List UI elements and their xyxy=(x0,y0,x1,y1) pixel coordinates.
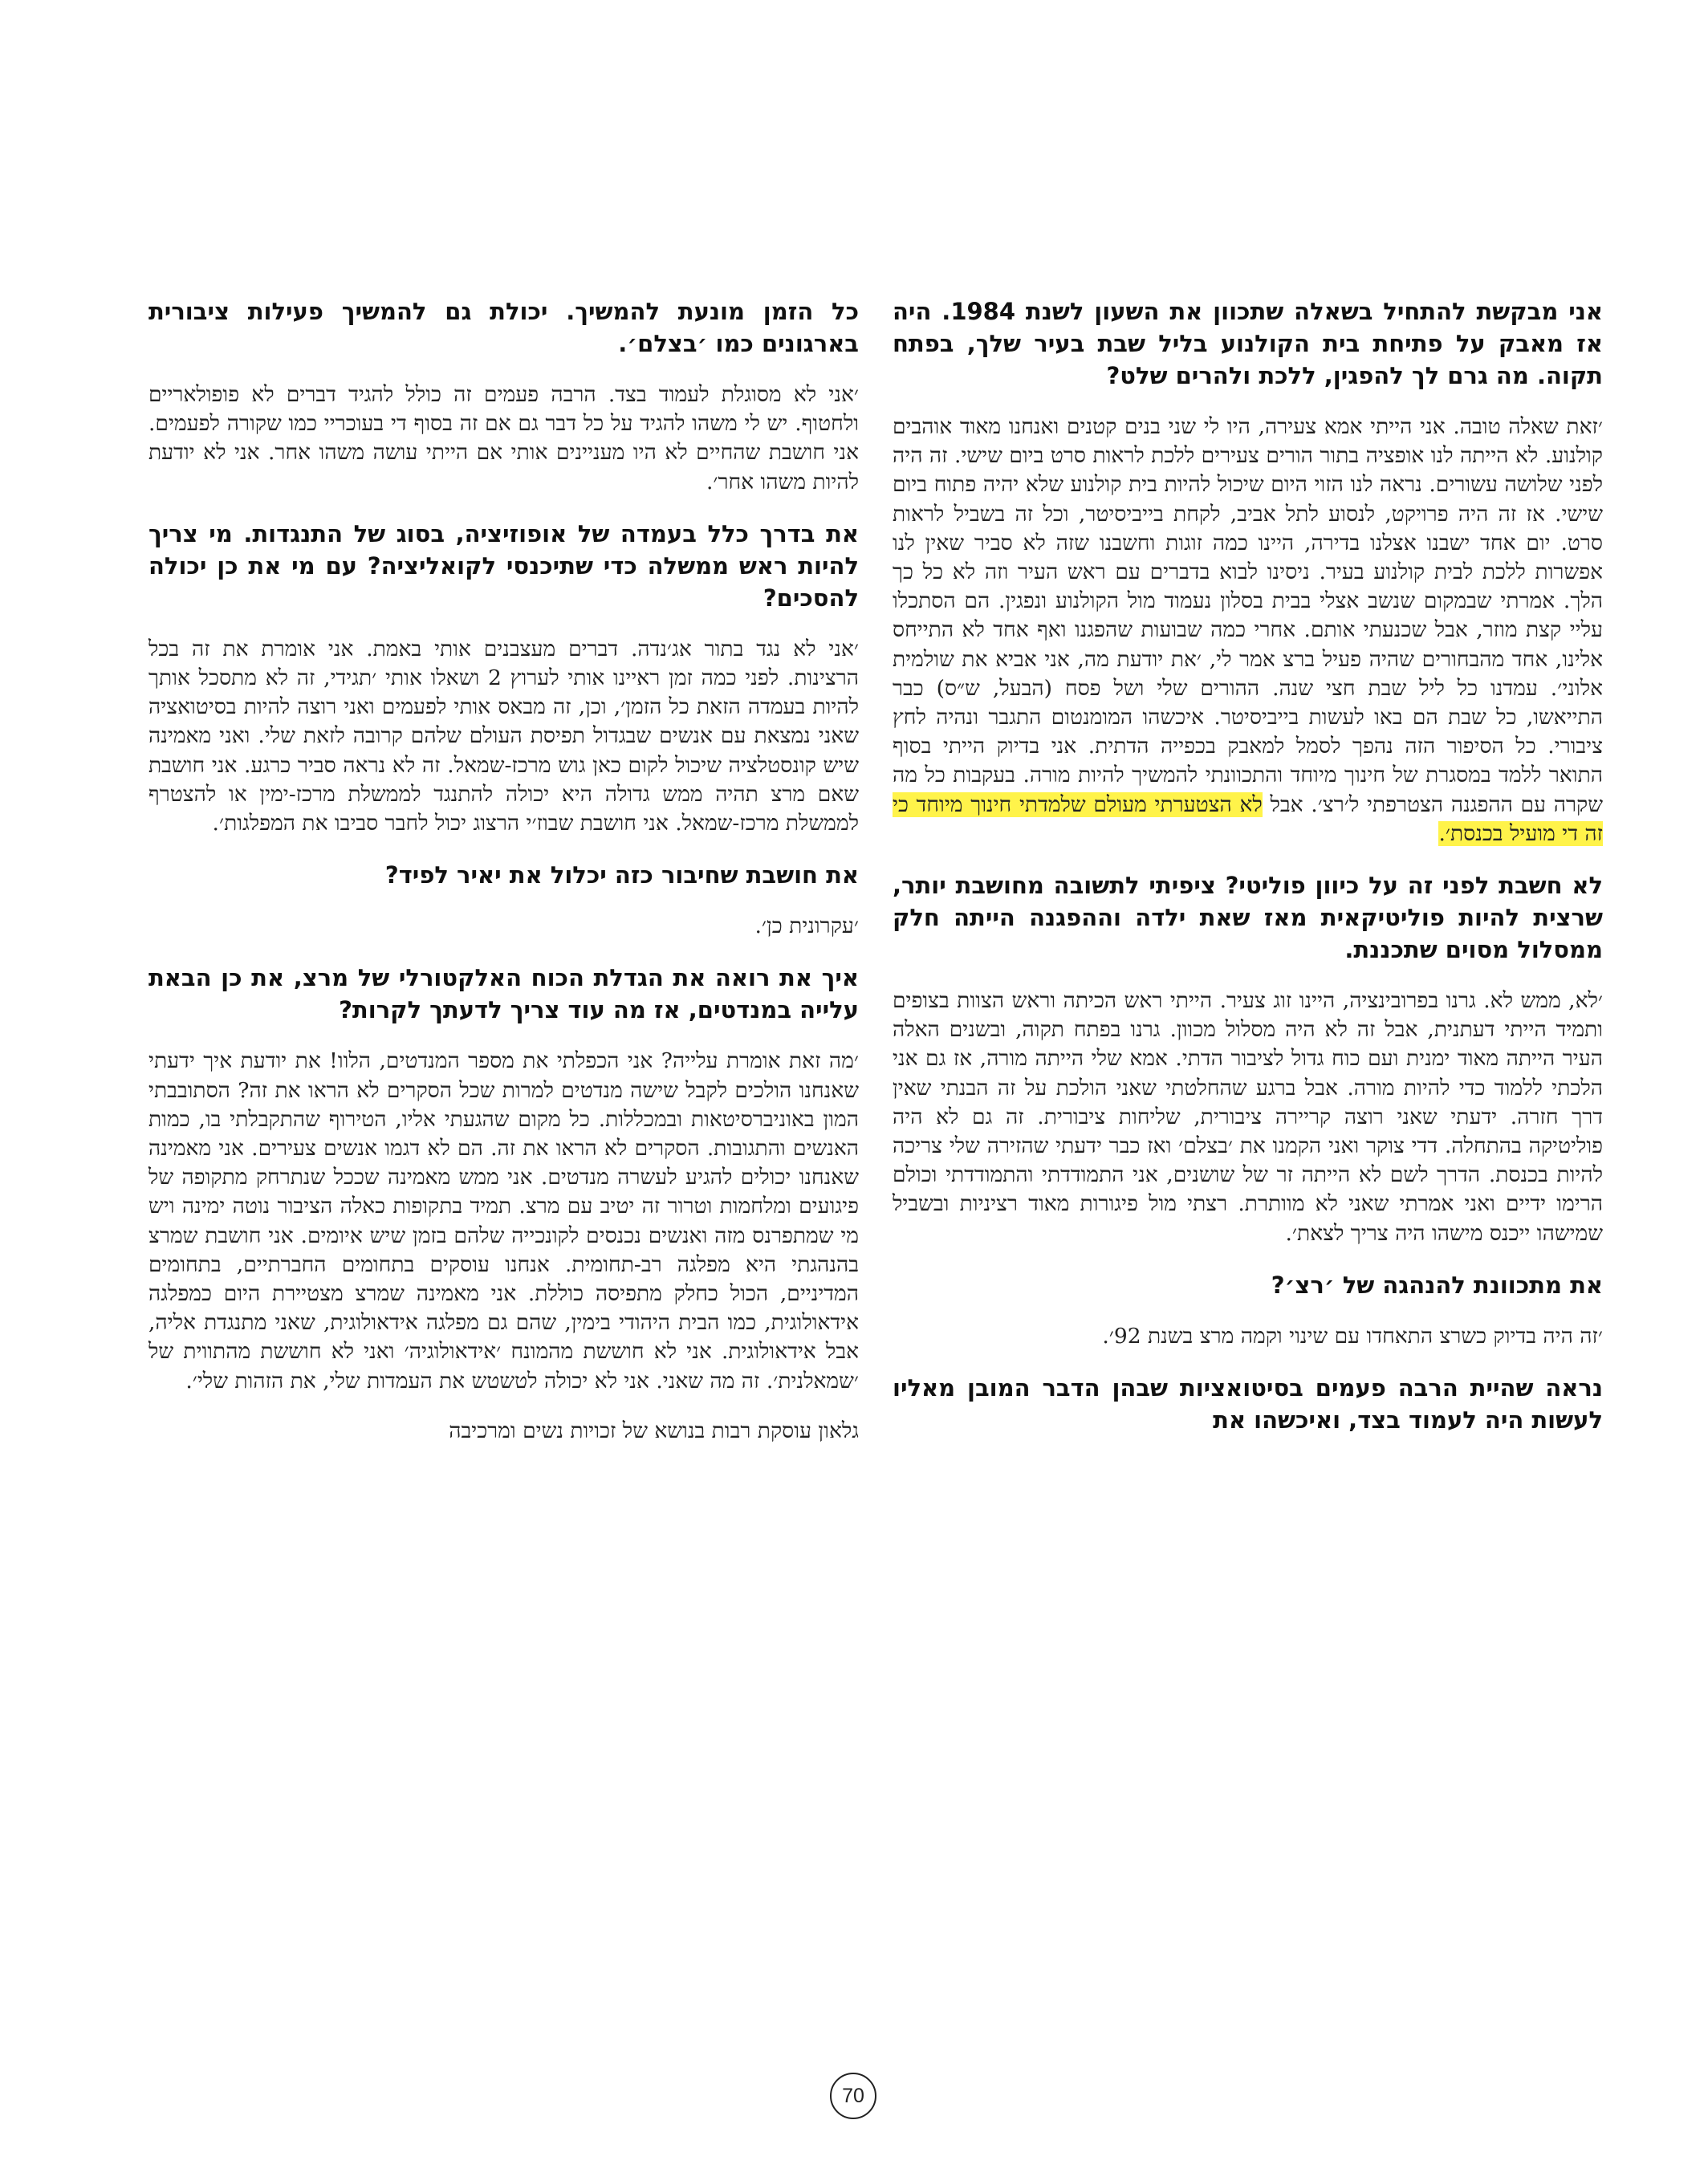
interview-answer: ׳לא, ממש לא. גרנו בפרובינציה, היינו זוג צעיר. הייתי ראש הכיתה וראש הצוות בצופים ותמיד הייתי דעתנית, אבל זה לא היה מסלול מכוון. גרנו בפתח תקוה, ובשנים האלה העיר הייתה מאוד ימנית ועם כוח גדול לציבור הדתי. אמא שלי הייתה מורה, אז גם אני הלכתי ללמוד כדי להיות מורה. אבל ברגע שהחלטתי שאני הולכת על זה הבנתי שאין דרך חזרה. ידעתי שאני רוצה קריירה ציבורית, שליחות ציבורית. זה גם לא היה פוליטיקה בהתחלה. דדי צוקר ואני הקמנו את ׳בצלם׳ ואז כבר ידעתי שהזירה שלי צריכה להיות בכנסת. הדרך לשם לא הייתה זר של שושנים, אני התמודדתי והתמודדתי וכולם הרימו ידיים ואני אמרתי שאני לא מוותרת. רצתי מול פיגורות מאוד רציניות ובשביל שמישהו ייכנס מישהו היה צריך לצאת׳. xyxy=(893,988,1603,1246)
interview-answer: ׳זה היה בדיוק כשרצ התאחדו עם שינוי וקמה מרצ בשנת 92׳. xyxy=(1102,1323,1603,1349)
interview-question: כל הזמן מונעת להמשיך. יכולת גם להמשיך פעילות ציבורית בארגונים כמו ׳בצלם׳. xyxy=(148,298,859,357)
article-column-right xyxy=(893,295,1603,1457)
interview-question: לא חשבת לפני זה על כיוון פוליטי? ציפיתי לתשובה מחושבת יותר, שרצית להיות פוליטיקאית מאז שאת ילדה וההפגנה הייתה חלק ממסלול מסוים שתכננת. xyxy=(893,872,1603,964)
interview-question: אני מבקשת להתחיל בשאלה שתכוון את השעון לשנת 1984. היה אז מאבק על פתיחת בית הקולנוע בליל שבת בעיר שלך, בפתח תקוה. מה גרם לך להפגין, ללכת ולהרים שלט? xyxy=(893,298,1603,389)
interview-answer: ׳אני לא מסוגלת לעמוד בצד. הרבה פעמים זה כולל להגיד דברים לא פופולאריים ולחטוף. יש לי משהו להגיד על כל דבר גם אם זה בסוף די בעוכריי כמו שקורה לפעמים. אני חושבת שהחיים לא היו מעניינים אותי אם הייתי עושה משהו אחר. אני לא יודעת להיות משהו אחר׳. xyxy=(148,382,859,494)
article-paragraph: גלאון עוסקת רבות בנושא של זכויות נשים ומרכיבה xyxy=(449,1418,859,1443)
interview-answer xyxy=(893,413,1603,848)
answer-text: ׳זאת שאלה טובה. אני הייתי אמא צעירה, היו לי שני בנים קטנים ואנחנו מאוד אוהבים קולנוע. לא הייתה לנו אופציה בתור הורים צעירים ללכת לראות סרט ביום שישי. זה היה לפני שלושה עשורים. נראה לנו הזוי היום שיכול להיות בית קולנוע שלא יהיה פתוח ביום שישי. אז זה היה פרויקט, לנסוע לתל אביב, לקחת בייביסיטר, וכל זה בשביל לראות סרט. יום אחד ישבנו אצלנו בדירה, היינו כמה זוגות וחשבנו שזה לא סביר שאין לנו אפשרות ללכת לבית קולנוע בעיר. ניסינו לבוא בדברים עם ראש העיר וזה לא כל כך הלך. אמרתי שבמקום שנשב אצלי בבית בסלון נעמוד מול הקולנוע ונפגין. הם הסתכלו עליי קצת מוזר, אבל שכנעתי אותם. אחרי כמה שבועות שהפגנו ואף אחד לא התייחס אלינו, אחד מהבחורים שהיה פעיל ברצ אמר לי, ׳את יודעת מה, אני אביא את שולמית אלוני׳. עמדנו כל ליל שבת חצי שנה. ההורים שלי ושל פסח (הבעל, ש״ס) כבר התייאשו, כל שבת הם באו לעשות בייביסיטר. איכשהו המומנטום התגבר ונהיה לחץ ציבורי. כל הסיפור הזה נהפך לסמל למאבק בכפייה הדתית. אני בדיוק הייתי בסוף התואר ללמד במסגרת של חינוך מיוחד והתכוונתי להמשיך להיות מורה. בעקבות כל מה שקרה עם ההפגנה הצטרפתי ל׳רצ׳. אבל xyxy=(893,414,1603,817)
interview-answer: ׳מה זאת אומרת עלייה? אני הכפלתי את מספר המנדטים, הלוו! את יודעת איך ידעתי שאנחנו הולכים לקבל שישה מנדטים למרות שכל הסקרים לא הראו את זה? הסתובבתי המון באוניברסיטאות ובמכללות. כל מקום שהגעתי אליו, הטירוף שהתקבלתי בו, כמות האנשים והתגובות. הסקרים לא הראו את זה. הם לא דגמו אנשים צעירים. אני מאמינה שאנחנו יכולים להגיע לעשרה מנדטים. אני ממש מאמינה שככל שנתרחק מתקופה של פיגועים ומלחמות וטרור זה יטיב עם מרצ. תמיד בתקופות כאלה הציבור נוטה ימינה ויש מי שמתפרנס מזה ואנשים נכנסים לקונכייה שלהם בזמן שיש איומים. אני חושבת שמרצ בהנהגתי היא מפלגה רב-תחומית. אנחנו עוסקים בתחומים החברתיים, בתחומים המדיניים, הכול כחלק מתפיסה כוללת. אני מאמינה שמרצ מצטיירת היום כמפלגה אידאולוגית, כמו הבית היהודי בימין, שהם גם מפלגה אידאולוגית, שאני מתנגדת אליה, אבל אידאולוגית. אני לא חוששת מהמונח ׳אידאולוגיה׳ ואני לא חוששת מהתווית של ׳שמאלנית׳. זה מה שאני. אני לא יכולה לטשטש את העמדות שלי, את הזהות שלי׳. xyxy=(148,1048,859,1394)
article-column-left xyxy=(148,295,859,1467)
page-number: 70 xyxy=(830,2073,876,2119)
interview-question: את מתכוונת להנהגה של ׳רצ׳? xyxy=(1271,1271,1603,1299)
interview-answer: ׳אני לא נגד בתור אג׳נדה. דברים מעצבנים אותי באמת. אני אומרת את זה בכל הרצינות. לפני כמה זמן ראיינו אותי לערוץ 2 ושאלו אותי ׳תגידי, זה לא מתסכל אותך להיות בעמדה הזאת כל הזמן׳, וכן, זה מבאס אותי לפעמים ואני רוצה להיות בסיטואציה שאני נמצאת עם אנשים שבגדול תפיסת העולם שלהם קרובה לזאת שלי. ואני מאמינה שיש קונסטלציה שיכול לקום כאן גוש מרכז-שמאל. זה לא נראה סביר כרגע. אני חושבת שאם מרצ תהיה ממש גדולה היא יכולה להתנגד לממשלת מרכז-ימין או להצטרף לממשלת מרכז-שמאל. אני חושבת שבוז׳י הרצוג יכול לחבר סביבו את המפלגות׳. xyxy=(148,636,859,836)
interview-question: את חושבת שחיבור כזה יכלול את יאיר לפיד? xyxy=(384,861,859,889)
interview-question: איך את רואה את הגדלת הכוח האלקטורלי של מרצ, את כן הבאת עלייה במנדטים, אז מה עוד צריך לדעתך לקרות? xyxy=(148,964,859,1024)
interview-answer: ׳עקרונית כן׳. xyxy=(754,913,859,939)
interview-question: נראה שהיית הרבה פעמים בסיטואציות שבהן הדבר המובן מאליו לעשות היה לעמוד בצד, ואיכשהו את xyxy=(893,1374,1603,1434)
interview-question: את בדרך כלל בעמדה של אופוזיציה, בסוג של התנגדות. מי צריך להיות ראש ממשלה כדי שתיכנסי לקואליציה? עם מי את כן יכולה להסכים? xyxy=(148,519,859,612)
highlighted-quote: לא הצטערתי מעולם שלמדתי חינוך מיוחד כי זה די מועיל בכנסת׳. xyxy=(893,791,1603,846)
